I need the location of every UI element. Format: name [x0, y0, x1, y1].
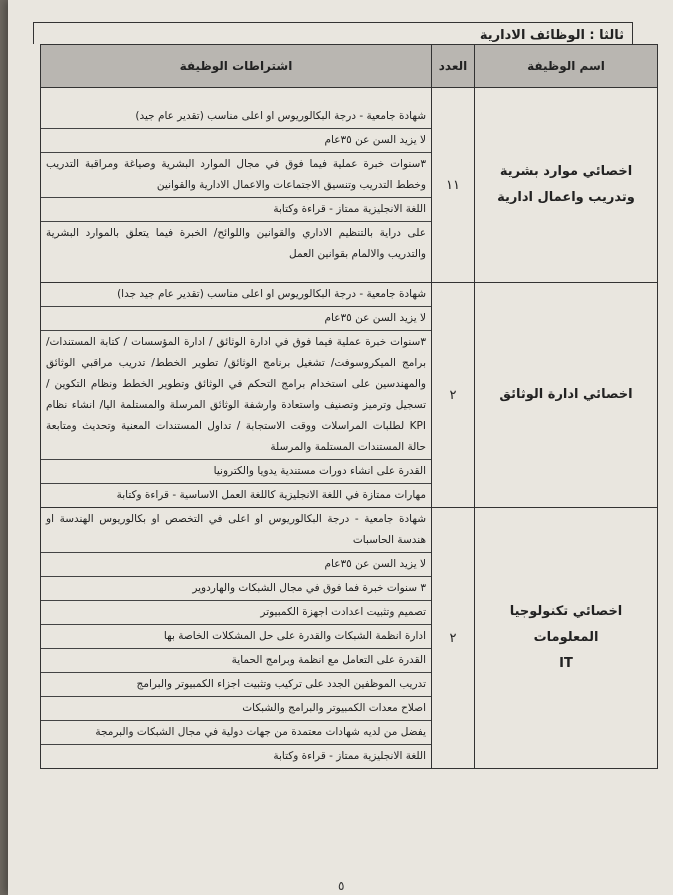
- job-name-text: اخصائي ادارة الوثائق: [499, 387, 633, 402]
- list-item: يفضل من لديه شهادات معتمدة من جهات دولية في مجال الشبكات والبرمجة: [41, 721, 431, 745]
- section-title: ثالثا : الوظائف الادارية: [33, 22, 633, 44]
- list-item: لا يزيد السن عن ٣٥عام: [41, 553, 431, 577]
- header-count: العدد: [432, 45, 475, 88]
- list-item: لا يزيد السن عن ٣٥عام: [41, 307, 431, 331]
- table-row: [41, 508, 658, 769]
- job-name: [475, 508, 658, 769]
- requirements-cell: [41, 283, 432, 508]
- job-name-sub: IT: [559, 656, 573, 671]
- requirements-list: [41, 508, 431, 768]
- list-item: اللغة الانجليزية ممتاز - قراءة وكتابة: [273, 750, 426, 762]
- header-requirements: اشتراطات الوظيفة: [41, 45, 432, 88]
- list-item: شهادة جامعية - درجة البكالوريوس او اعلى في التخصص او بكالوريوس الهندسة او هندسة الحاسبات: [41, 508, 431, 553]
- list-item: تدريب الموظفين الجدد على تركيب وتثبيت اجزاء الكمبيوتر والبرامج: [41, 673, 431, 697]
- job-name-text: اخصائي موارد بشرية وتدريب واعمال ادارية: [497, 164, 635, 205]
- list-item: مهارات ممتازة في اللغة الانجليزية كاللغة العمل الاساسية - قراءة وكتابة: [116, 489, 426, 501]
- job-count: ٢: [432, 283, 475, 508]
- job-name: [475, 283, 658, 508]
- list-item: ٣ سنوات خبرة فما فوق في مجال الشبكات والهاردوير: [41, 577, 431, 601]
- job-count: ٢: [432, 508, 475, 769]
- requirements-cell: [41, 508, 432, 769]
- list-item: على دراية بالتنظيم الاداري والقوانين واللوائح/ الخبرة فيما يتعلق بالموارد البشرية والتدريب والالمام بقوانين العمل: [46, 226, 426, 260]
- requirements-list: [41, 283, 431, 507]
- header-job-name: اسم الوظيفة: [475, 45, 658, 88]
- list-item: ادارة انظمة الشبكات والقدرة على حل المشكلات الخاصة بها: [41, 625, 431, 649]
- list-item: اللغة الانجليزية ممتاز - قراءة وكتابة: [41, 198, 431, 222]
- list-item: القدرة على انشاء دورات مستندية يدويا والكترونيا: [41, 460, 431, 484]
- table-header-row: [41, 45, 658, 88]
- list-item: لا يزيد السن عن ٣٥عام: [41, 129, 431, 153]
- requirements-cell: [41, 88, 432, 283]
- document-page: [8, 0, 673, 895]
- list-item: اصلاح معدات الكمبيوتر والبرامج والشبكات: [41, 697, 431, 721]
- list-item: تصميم وتثبيت اعدادت اجهزة الكمبيوتر: [41, 601, 431, 625]
- page-number: ٥: [338, 879, 345, 893]
- requirements-list: [41, 105, 431, 266]
- list-item: ٣سنوات خبرة عملية فيما فوق في مجال الموارد البشرية وصياغة ومراقبة التدريب وخطط التدريب وتنسيق الاجتماعات والاعمال الادارية والقوانين: [41, 153, 431, 198]
- job-count: ١١: [432, 88, 475, 283]
- table-row: [41, 88, 658, 283]
- job-name-text: اخصائي تكنولوجيا المعلومات: [509, 604, 623, 645]
- list-item: ٣سنوات خبرة عملية فيما فوق في ادارة الوثائق / ادارة المؤسسات / كتابة المستندات/ برامج الميكروسوفت/ تشغيل برنامج الوثائق/ تطوير الخطط/ تدريب مراقبي الوثائق والمهندسين على استخدام برامج التحكم في الوثائق وتطوير الخطط ونظام التكوين / تسجيل وترميز وتصنيف واستعادة وارشفة الوثائق المرسلة والمستلمة اليا/ انشاء نظام KPI لطلبات المراسلات ووقت الاستجابة / تداول المستندات المعنية وتحديث ومتابعة حالة المستندات المستلمة والمرسلة: [41, 331, 431, 460]
- table-row: [41, 283, 658, 508]
- job-name: [475, 88, 658, 283]
- list-item: شهادة جامعية - درجة البكالوريوس او اعلى مناسب (تقدير عام جيد جدا): [41, 283, 431, 307]
- list-item: شهادة جامعية - درجة البكالوريوس او اعلى مناسب (تقدير عام جيد): [41, 105, 431, 129]
- jobs-table: [40, 44, 658, 769]
- list-item: القدرة على التعامل مع انظمة وبرامج الحماية: [41, 649, 431, 673]
